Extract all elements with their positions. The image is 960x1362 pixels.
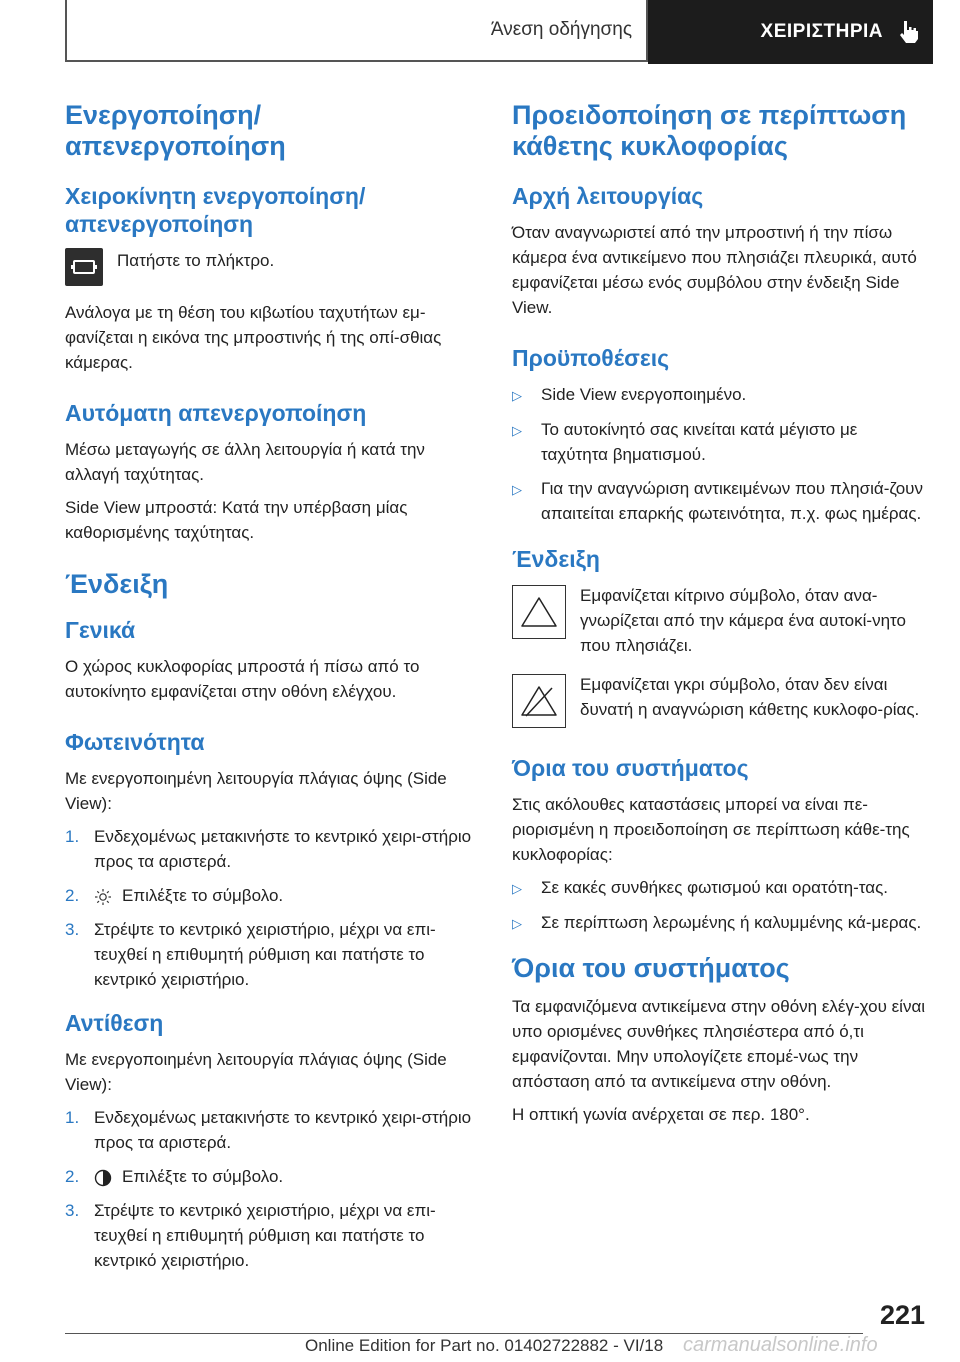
- camera-button-icon: [65, 248, 103, 286]
- list-item: ▷ Side View ενεργοποιημένο.: [512, 382, 927, 408]
- right-column: [512, 100, 927, 1135]
- hand-pointer-icon: [897, 19, 921, 45]
- page-number: 221: [880, 1300, 926, 1330]
- contrast-heading: Αντίθεση: [65, 1010, 164, 1036]
- system-limits-text: Στις ακόλουθες καταστάσεις μπορεί να είναι πε-ριορισμένη η προειδοποίηση σε περίπτωση κάθε-της κυκλοφορίας:: [512, 795, 910, 864]
- prerequisites-heading: Προϋποθέσεις: [512, 345, 670, 371]
- brightness-steps: [65, 824, 477, 992]
- list-item: ▷ Για την αναγνώριση αντικειμένων που πλησιά-ζουν απαιτείται επαρκής φωτεινότητα, π.χ. φως ημέρας.: [512, 476, 927, 526]
- list-item: ▷ Σε κακές συνθήκες φωτισμού και ορατότη-τας.: [512, 875, 927, 901]
- warning-triangle-icon: [512, 585, 566, 639]
- display-title: Ένδειξη: [65, 569, 169, 599]
- list-item: 1. Ενδεχομένως μετακινήστε το κεντρικό χειρι-στήριο προς τα αριστερά.: [65, 827, 472, 871]
- display-yellow-row: [512, 583, 927, 658]
- left-column: [65, 100, 477, 1282]
- display-grey-text: Εμφανίζεται γκρι σύμβολο, όταν δεν είναι δυνατή η αναγνώριση κάθετης κυκλοφο-ρίας.: [580, 675, 920, 719]
- warning-triangle-crossed-icon: [512, 674, 566, 728]
- principle-heading: Αρχή λειτουργίας: [512, 183, 704, 209]
- watermark: carmanualsonline.info: [683, 1334, 878, 1356]
- list-item: ▷ Σε περίπτωση λερωμένης ή καλυμμένης κά-μερας.: [512, 910, 927, 936]
- brightness-sun-icon: [94, 888, 112, 906]
- edition-text: Online Edition for Part no. 01402722882 - VI/18: [305, 1336, 664, 1355]
- system-limits-title-text2: Η οπτική γωνία ανέρχεται σε περ. 180°.: [512, 1105, 810, 1124]
- prerequisites-list: [512, 382, 927, 526]
- auto-deactivation-text2: Side View μπροστά: Κατά την υπέρβαση μίας καθορισμένης ταχύτητας.: [65, 498, 408, 542]
- system-limits-heading: Όρια του συστήματος: [512, 755, 749, 781]
- page-header: [65, 0, 933, 64]
- display-heading: Ένδειξη: [512, 546, 600, 572]
- brightness-intro: Με ενεργοποιημένη λειτουργία πλάγιας όψης (Side View):: [65, 769, 447, 813]
- principle-text: Όταν αναγνωριστεί από την μπροστινή ή την πίσω κάμερα ένα αντικείμενο που πλησιάζει πλευρικά, αυτό εμφανίζεται μέσω ενός συμβόλου στην ένδειξη Side View.: [512, 223, 917, 317]
- auto-deactivation-heading: Αυτόματη απενεργοποίηση: [65, 400, 367, 426]
- display-grey-row: [512, 672, 927, 728]
- system-limits-list: [512, 875, 927, 936]
- list-item: 3. Στρέψτε το κεντρικό χειριστήριο, μέχρι να επι-τευχθεί η επιθυμητή ρύθμιση και πατήστε το κεντρικό χειριστήριο.: [65, 920, 436, 989]
- system-limits-title: Όρια του συστήματος: [512, 953, 790, 983]
- list-item: 2. Επιλέξτε το σύμβολο.: [65, 1167, 284, 1186]
- manual-activation-heading: Χειροκίνητη ενεργοποίηση/απενεργοποίηση: [65, 183, 366, 237]
- header-section-label: Άνεση οδήγησης: [490, 19, 632, 40]
- system-limits-title-text1: Τα εμφανιζόμενα αντικείμενα στην οθόνη ελέγ-χου είναι υπο ορισμένες συνθήκες πλησιέστερα από ό,τι εμφανίζονται. Μην υπολογίζετε επομέ-νως την απόσταση από τα αντικείμενα στην οθόνη.: [512, 997, 926, 1091]
- list-item: 1. Ενδεχομένως μετακινήστε το κεντρικό χειρι-στήριο προς τα αριστερά.: [65, 1108, 472, 1152]
- header-section: [65, 0, 648, 62]
- list-item: 2. Επιλέξτε το σύμβολο.: [65, 886, 284, 905]
- bullet-icon: ▷: [512, 423, 522, 438]
- contrast-icon: [94, 1169, 112, 1187]
- activation-title: Ενεργοποίηση/απενεργοποίηση: [65, 100, 286, 161]
- auto-deactivation-text1: Μέσω μεταγωγής σε άλλη λειτουργία ή κατά την αλλαγή ταχύτητας.: [65, 440, 425, 484]
- contrast-steps: [65, 1105, 477, 1273]
- header-chapter: [648, 0, 933, 64]
- press-button-row: [65, 248, 477, 286]
- bullet-icon: ▷: [512, 482, 522, 497]
- header-chapter-label: ΧΕΙΡΙΣΤΗΡΙΑ: [760, 21, 883, 42]
- contrast-intro: Με ενεργοποιημένη λειτουργία πλάγιας όψης (Side View):: [65, 1050, 447, 1094]
- general-heading: Γενικά: [65, 617, 136, 643]
- bullet-icon: ▷: [512, 388, 522, 403]
- general-text: Ο χώρος κυκλοφορίας μπροστά ή πίσω από το αυτοκίνητο εμφανίζεται στην οθόνη ελέγχου.: [65, 657, 420, 701]
- bullet-icon: ▷: [512, 881, 522, 896]
- list-item: 3. Στρέψτε το κεντρικό χειριστήριο, μέχρι να επι-τευχθεί η επιθυμητή ρύθμιση και πατήστε το κεντρικό χειριστήριο.: [65, 1201, 436, 1270]
- bullet-icon: ▷: [512, 916, 522, 931]
- list-item: ▷ Το αυτοκίνητό σας κινείται κατά μέγιστο με ταχύτητα βηματισμού.: [512, 417, 927, 467]
- display-yellow-text: Εμφανίζεται κίτρινο σύμβολο, όταν ανα-γνωρίζεται από την κάμερα ένα αυτοκί-νητο που πλησιάζει.: [580, 586, 906, 655]
- cross-traffic-title: Προειδοποίηση σε περίπτωση κάθετης κυκλοφορίας: [512, 100, 907, 161]
- press-button-text: Πατήστε το πλήκτρο.: [117, 251, 275, 270]
- manual-activation-text: Ανάλογα με τη θέση του κιβωτίου ταχυτήτων εμ-φανίζεται η εικόνα της μπροστινής ή της οπί-σθιας κάμερας.: [65, 303, 442, 372]
- brightness-heading: Φωτεινότητα: [65, 729, 205, 755]
